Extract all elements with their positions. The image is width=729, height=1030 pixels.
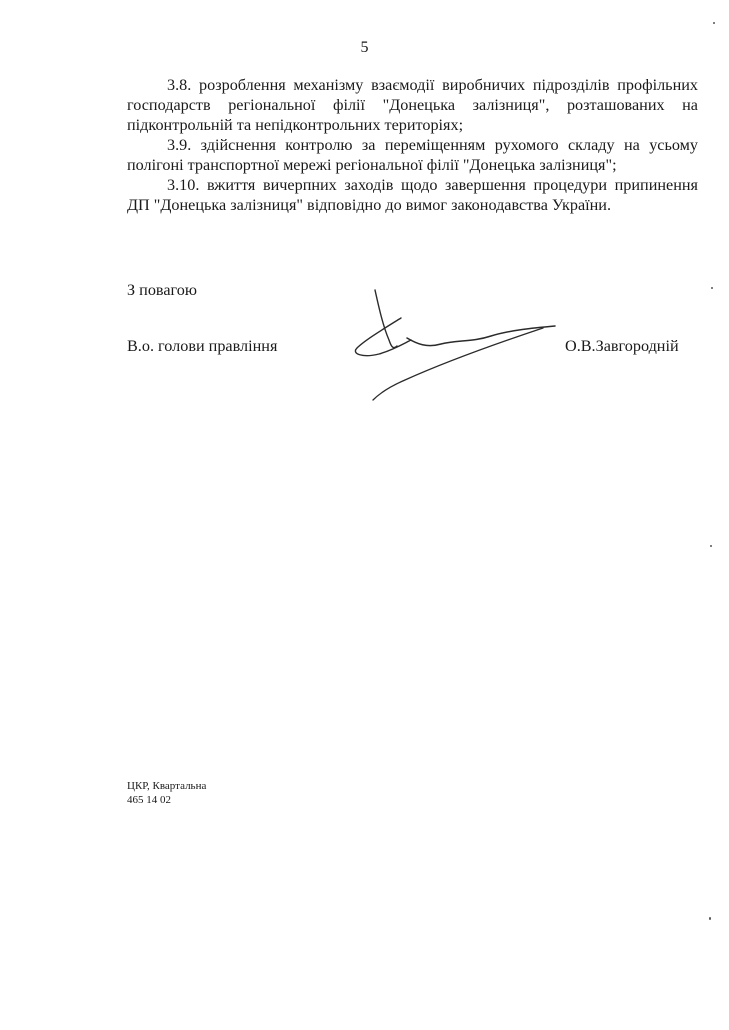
closing-greeting: З повагою [127,281,197,299]
list-item-3-10: 3.10. вжиття вичерпних заходів щодо завершення процедури припинення ДП "Донецька залізниця" відповідно до вимог законодавства України. [127,176,698,214]
handwritten-signature [345,288,560,408]
footer-contact [127,779,206,807]
list-item-3-9: 3.9. здійснення контролю за переміщенням рухомого складу на усьому полігоні транспортної мережі регіональної філії "Донецька залізниця"; [127,136,698,174]
scan-speck [711,287,713,289]
page-number: 5 [360,39,369,56]
footer-phone: 465 14 02 [127,794,171,806]
scan-speck [709,917,711,920]
scan-speck [713,22,715,24]
footer-author: ЦКР, Квартальна [127,780,207,792]
document-body [127,75,698,215]
signer-title: В.о. голови правління [127,337,278,355]
signer-name: О.В.Завгородній [565,337,679,355]
scan-speck [710,545,712,547]
list-item-3-8: 3.8. розроблення механізму взаємодії виробничих підрозділів профільних господарств регіональної філії "Донецька залізниця", розташованих на підконтрольній та непідконтрольних територіях; [127,76,698,134]
